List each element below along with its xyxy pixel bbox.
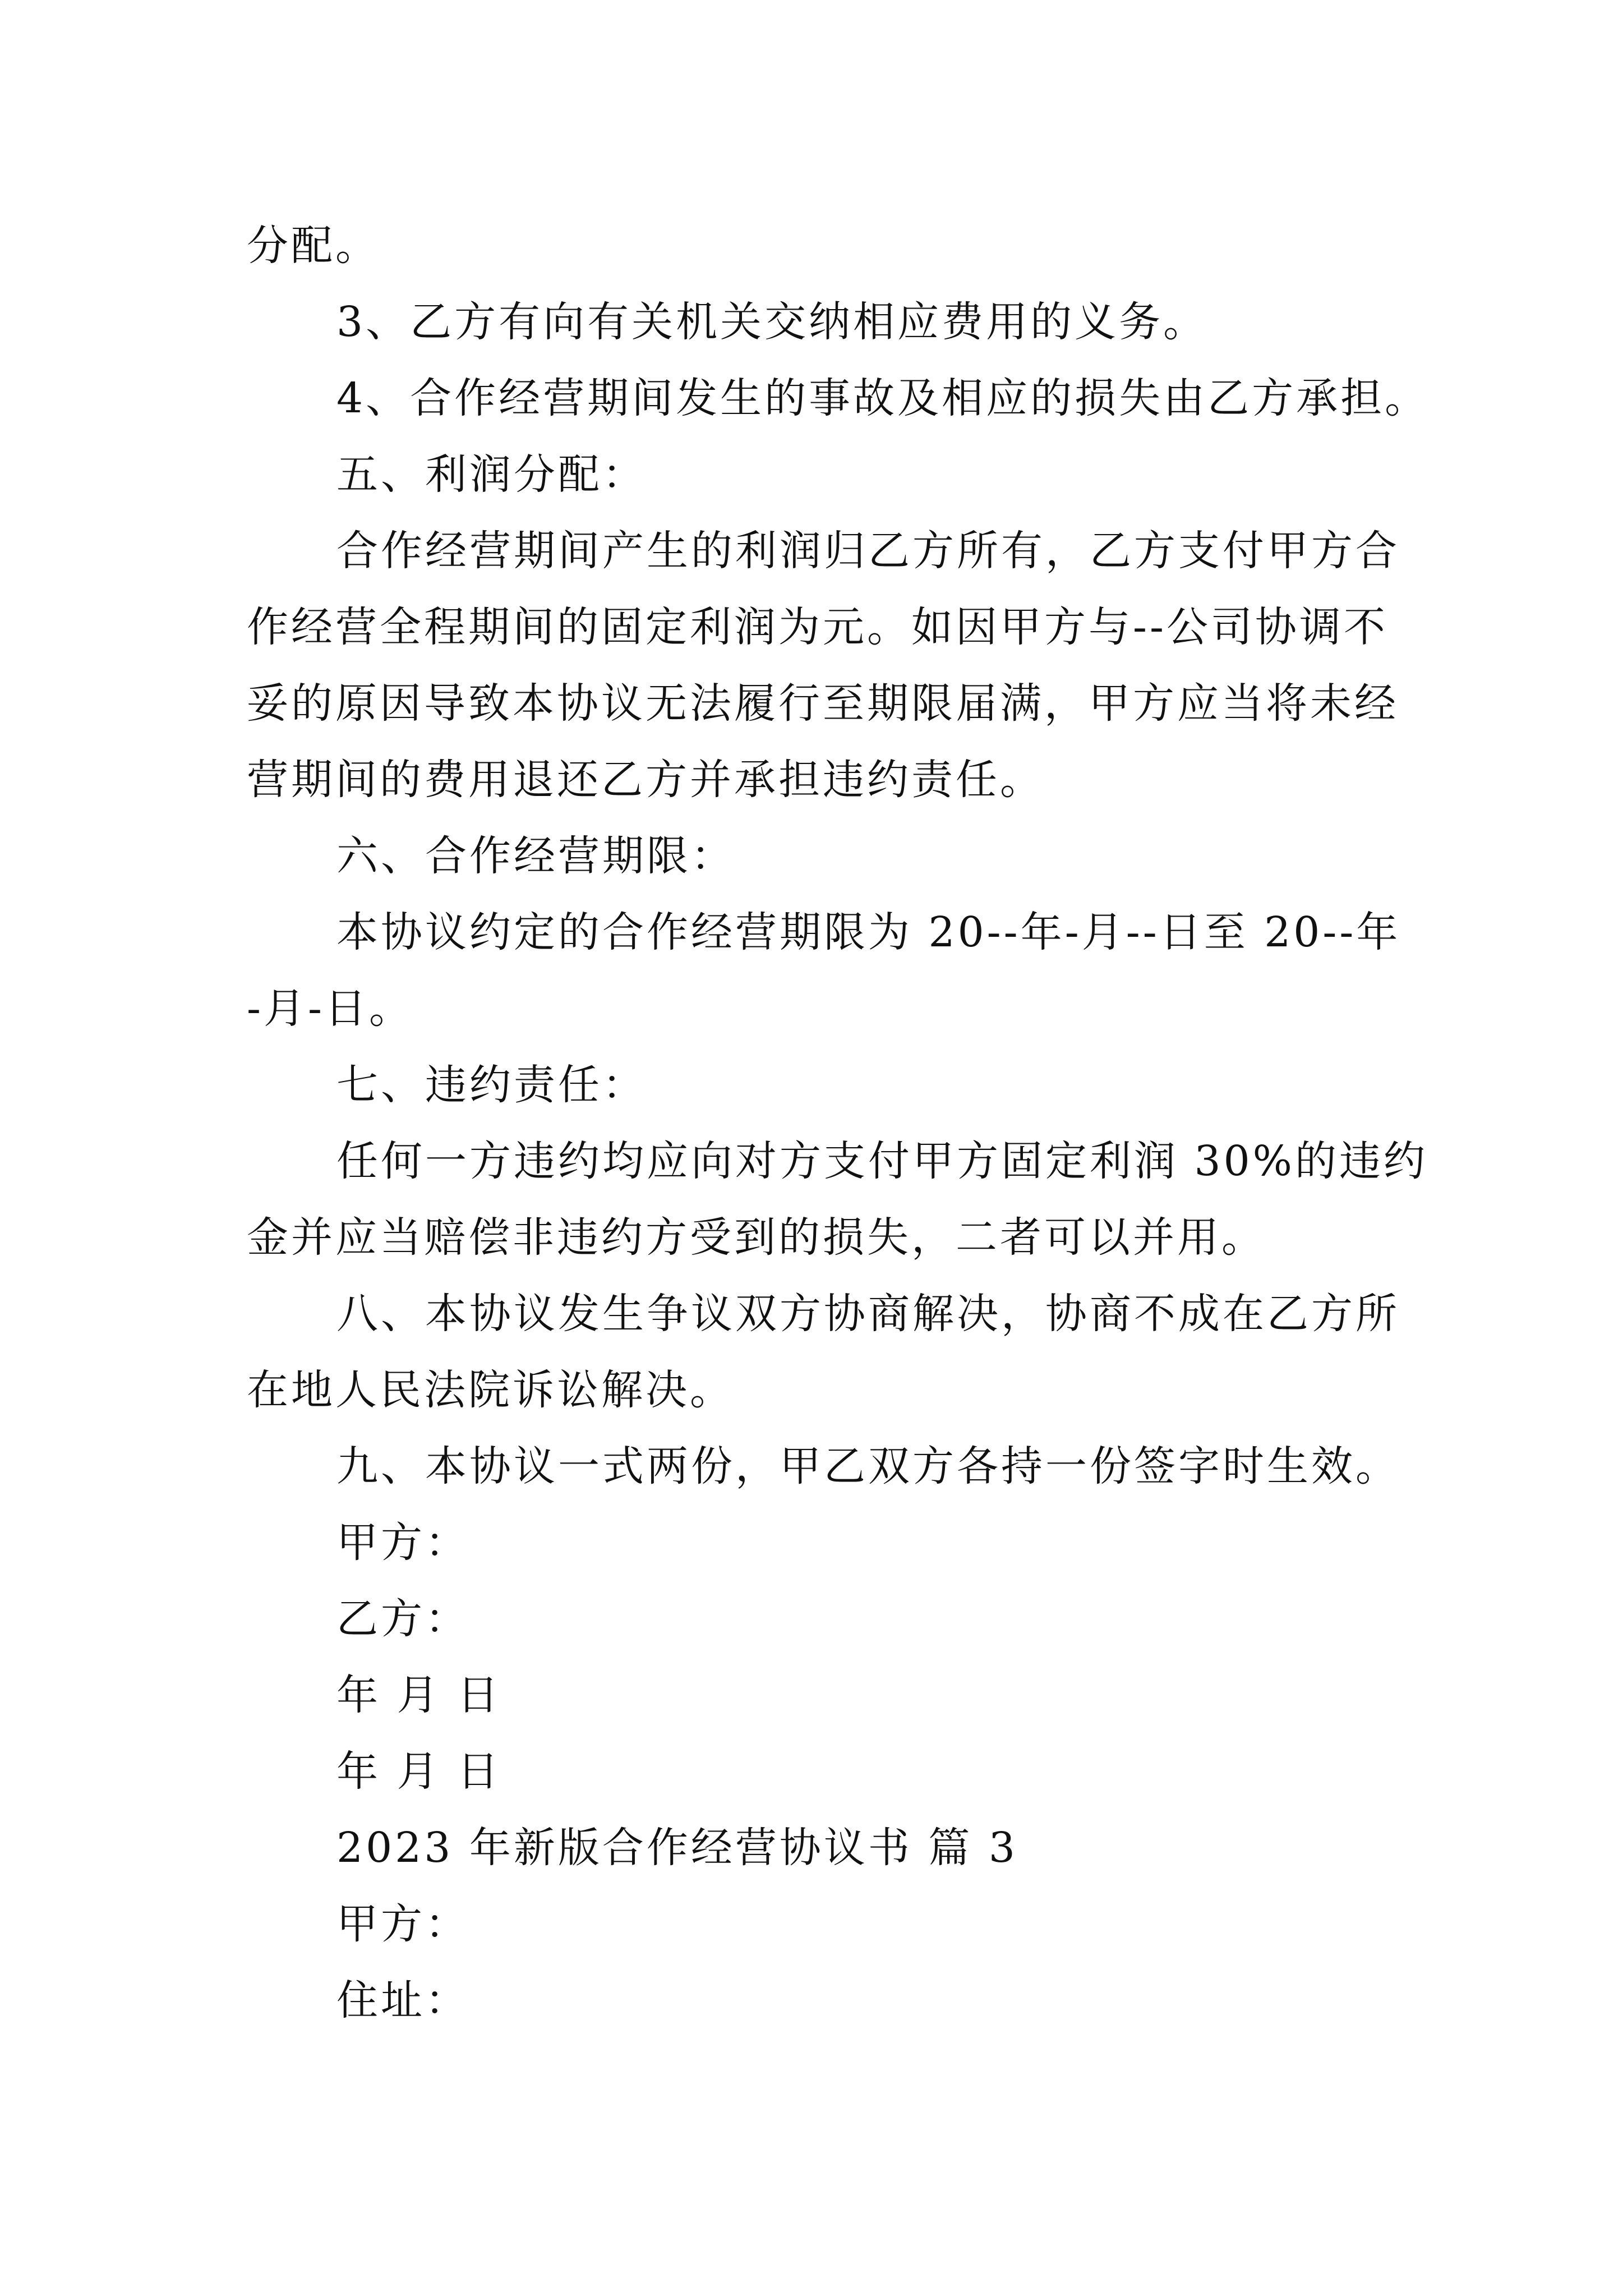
agreement-title-part-3: 2023 年新版合作经营协议书 篇 3 <box>336 1824 1018 1872</box>
profit-paragraph-line-4: 营期间的费用退还乙方并承担违约责任。 <box>247 756 1044 804</box>
party-a-label-2: 甲方： <box>336 1900 469 1948</box>
party-a-label: 甲方： <box>336 1519 469 1567</box>
section-heading-profit-distribution: 五、利润分配： <box>336 450 647 499</box>
party-b-label: 乙方： <box>336 1595 469 1643</box>
profit-paragraph-line-2: 作经营全程期间的固定利润为元。如因甲方与--公司协调不 <box>247 603 1389 651</box>
term-paragraph-line-1: 本协议约定的合作经营期限为 20--年-月--日至 20--年 <box>336 908 1401 956</box>
clause-3-fee-obligation: 3、乙方有向有关机关交纳相应费用的义务。 <box>336 298 1208 346</box>
address-label: 住址： <box>336 1976 469 2024</box>
profit-paragraph-line-3: 妥的原因导致本协议无法履行至期限届满，甲方应当将未经 <box>247 679 1399 728</box>
breach-paragraph-line-2: 金并应当赔偿非违约方受到的损失，二者可以并用。 <box>247 1213 1266 1262</box>
breach-paragraph-line-1: 任何一方违约均应向对方支付甲方固定利润 30%的违约 <box>336 1137 1428 1185</box>
clause-4-accident-loss: 4、合作经营期间发生的事故及相应的损失由乙方承担。 <box>336 374 1430 422</box>
document-body <box>247 208 1430 2039</box>
term-paragraph-line-2: -月-日。 <box>247 984 414 1033</box>
clause-8-dispute-line-1: 八、本协议发生争议双方协商解决，协商不成在乙方所 <box>336 1290 1400 1338</box>
section-heading-breach-liability: 七、违约责任： <box>336 1061 647 1109</box>
date-line-1: 年 月 日 <box>336 1671 502 1719</box>
clause-8-dispute-line-2: 在地人民法院诉讼解决。 <box>247 1366 734 1414</box>
section-heading-operation-term: 六、合作经营期限： <box>336 832 735 880</box>
profit-paragraph-line-1: 合作经营期间产生的利润归乙方所有，乙方支付甲方合 <box>336 527 1400 575</box>
text-line-profit-distribution-end: 分配。 <box>247 222 380 270</box>
clause-9-copies: 九、本协议一式两份，甲乙双方各持一份签字时生效。 <box>336 1442 1400 1490</box>
date-line-2: 年 月 日 <box>336 1747 502 1796</box>
